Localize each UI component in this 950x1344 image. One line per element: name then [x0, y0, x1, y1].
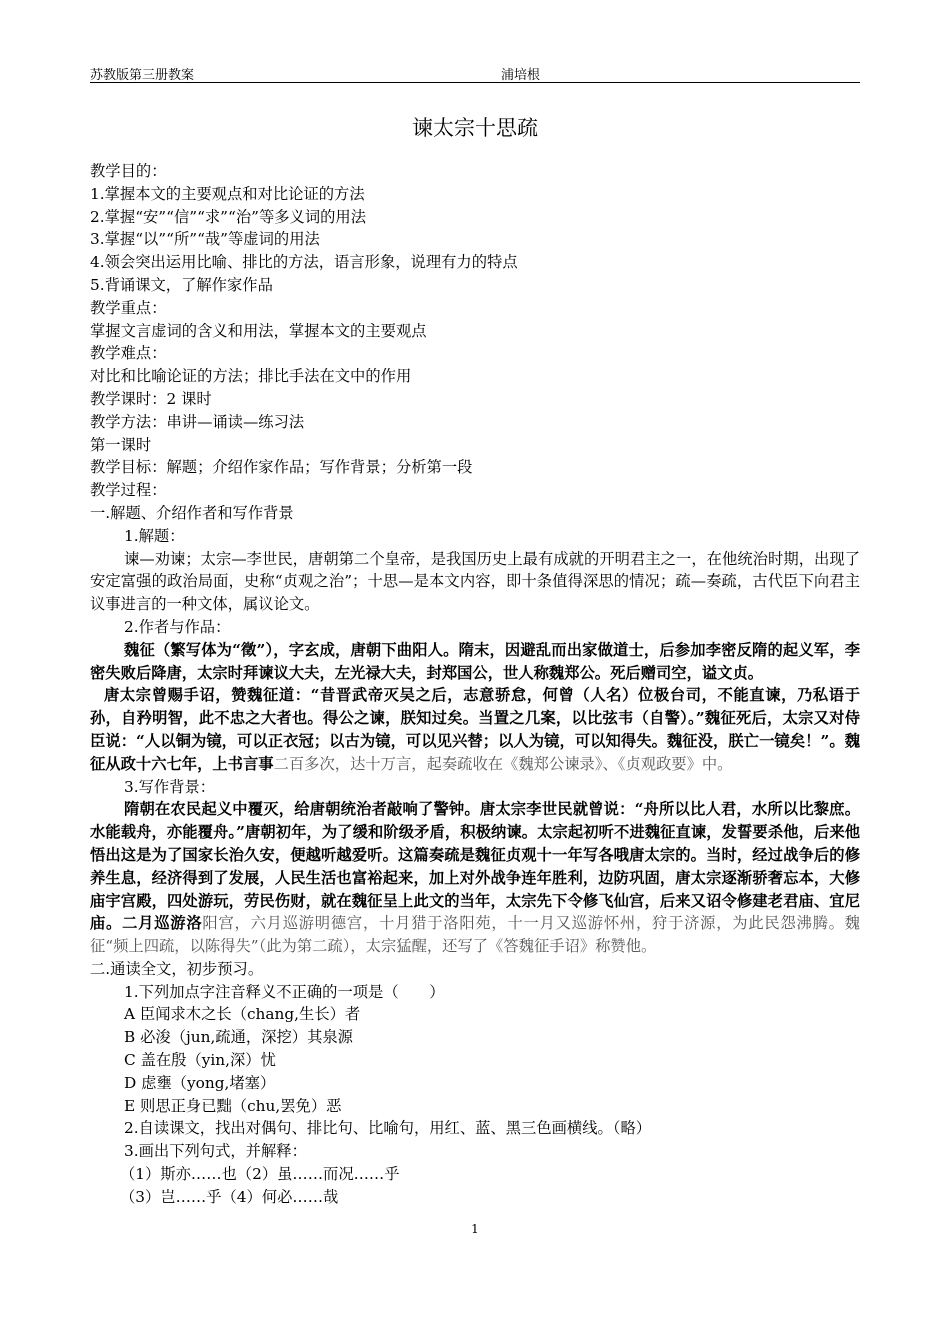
section-label: 教学目的：: [90, 162, 167, 180]
answer-option: E 则思正身已黜（chu,罢免）恶: [124, 1096, 342, 1115]
section-label: 教学重点：: [90, 298, 167, 317]
question: 3.画出下列句式，并解释：: [124, 1142, 307, 1161]
goal-item: 5.背诵课文，了解作家作品: [90, 275, 273, 294]
subsection-heading: 3.写作背景：: [124, 777, 216, 796]
sentence-patterns: （3）岂……乎（4）何必……哉: [120, 1187, 339, 1206]
answer-option: B 必浚（jun,疏通，深挖）其泉源: [124, 1028, 353, 1047]
background-text: [90, 798, 860, 958]
goal-item: 1.掌握本文的主要观点和对比论证的方法: [90, 184, 365, 203]
goal-item: 3.掌握“以”“所”“哉”等虚词的用法: [90, 230, 320, 249]
page-header: [90, 62, 860, 83]
lesson-goals: 教学目标：解题；介绍作家作品；写作背景；分析第一段: [90, 458, 473, 477]
class-hours: 教学课时：2 课时: [90, 389, 212, 408]
question: 1.下列加点字注音释义不正确的一项是（ ）: [124, 982, 445, 1001]
teaching-method: 教学方法：串讲—诵读—练习法: [90, 412, 305, 431]
document-title: 谏太宗十思疏: [412, 116, 538, 140]
document-body: [90, 160, 860, 1209]
section-label: 教学过程：: [90, 481, 167, 500]
goal-item: 4.领会突出运用比喻、排比的方法，语言形象，说理有力的特点: [90, 253, 518, 272]
goal-item: 2.掌握“安”“信”“求”“治”等多义词的用法: [90, 207, 367, 226]
subsection-heading: 1.解题：: [124, 526, 185, 545]
section-label: 教学难点：: [90, 344, 167, 363]
answer-option: C 盖在殷（yin,深）忧: [124, 1051, 276, 1070]
subsection-heading: 2.作者与作品：: [124, 617, 231, 636]
lesson-heading: 第一课时: [90, 435, 152, 454]
author-anecdote-tail: 二百多次，达十万言，起奏疏收在《魏郑公谏录》、《贞观政要》中。: [273, 754, 733, 773]
answer-option: D 虑壅（yong,堵塞）: [124, 1073, 276, 1092]
sentence-patterns: （1）斯亦……也（2）虽……而况……乎: [120, 1165, 400, 1184]
header-textbook: 苏教版第三册教案: [90, 68, 195, 83]
background-bold: 隋朝在农民起义中覆灭，给唐朝统治者敲响了警钟。唐太宗李世民就曾说：“舟所以比人君，水所以比黎庶。水能载舟，亦能覆舟。”唐朝初年，为了缓和阶级矛盾，积极纳谏。太宗起初听不进魏征直谏，发誓要杀他，后来他悟出这是为了国家长治久安，便越听越爱听。这篇奏疏是魏征贞观十一年写各哦唐太宗的。当时，经过战争后的修养生息，经济得到了发展，人民生活也富裕起来，加上对外战争连年胜利，边防巩固，唐太宗逐渐骄奢忘本，大修庙宇宫殿，四处游玩，劳民伤财，就在魏征呈上此文的当年，太宗先下令修飞仙宫，后来又诏令修建老君庙、宜尼庙。二月巡游洛: [90, 800, 860, 933]
page-number: 1: [471, 1222, 479, 1236]
answer-option: A 臣闻求木之长（chang,生长）者: [124, 1005, 361, 1024]
title-explanation: 谏—劝谏；太宗—李世民，唐朝第二个皇帝，是我国历史上最有成就的开明君主之一，在他统治时期，出现了安定富强的政治局面，史称“贞观之治”；十思—是本文内容，即十条值得深思的情况；疏—奏疏，古代臣下向君主议事进言的一种文体，属议论文。: [90, 549, 860, 614]
header-author: 浦培根: [501, 68, 541, 83]
background-tail: 阳宫，六月巡游明德宫，十月猎于洛阳苑，十一月又巡游怀州，狩于济源，为此民怨沸腾。魏征“频上四疏，以陈得失”（此为第二疏），太宗猛醒，还写了《答魏征手诏》称赞他。: [90, 914, 860, 956]
author-anecdote-bold: 唐太宗曾赐手诏，赞魏征道：“昔晋武帝灭吴之后，志意骄怠，何曾（人名）位极台司，不能直谏，乃私语于孙，自矜明智，此不忠之大者也。得公之谏，朕知过矣。当置之几案，以比弦韦（自警）。”魏征死后，太宗又对侍臣说：“人以铜为镜，可以正衣冠；以古为镜，可以见兴替；以人为镜，可以知得失。魏征没，朕亡一镜矣！”。魏征从政十六七年，上书言事: [90, 686, 860, 773]
question: 2.自读课文，找出对偶句、排比句、比喻句，用红、蓝、黑三色画横线。（略）: [124, 1119, 652, 1138]
key-points: 掌握文言虚词的含义和用法，掌握本文的主要观点: [90, 321, 427, 340]
author-anecdote: [90, 684, 860, 775]
author-bio: 魏征（繁写体为“徵”），字玄成，唐朝下曲阳人。隋末，因避乱而出家做道士，后参加李密反隋的起义军，李密失败后降唐，太宗时拜谏议大夫，左光禄大夫，封郑国公，世人称魏郑公。死后赠司空，谥文贞。: [90, 640, 860, 682]
part-heading: 二.通读全文，初步预习。: [90, 959, 264, 978]
part-heading: 一.解题、介绍作者和写作背景: [90, 503, 294, 522]
difficult-points: 对比和比喻论证的方法；排比手法在文中的作用: [90, 367, 412, 386]
